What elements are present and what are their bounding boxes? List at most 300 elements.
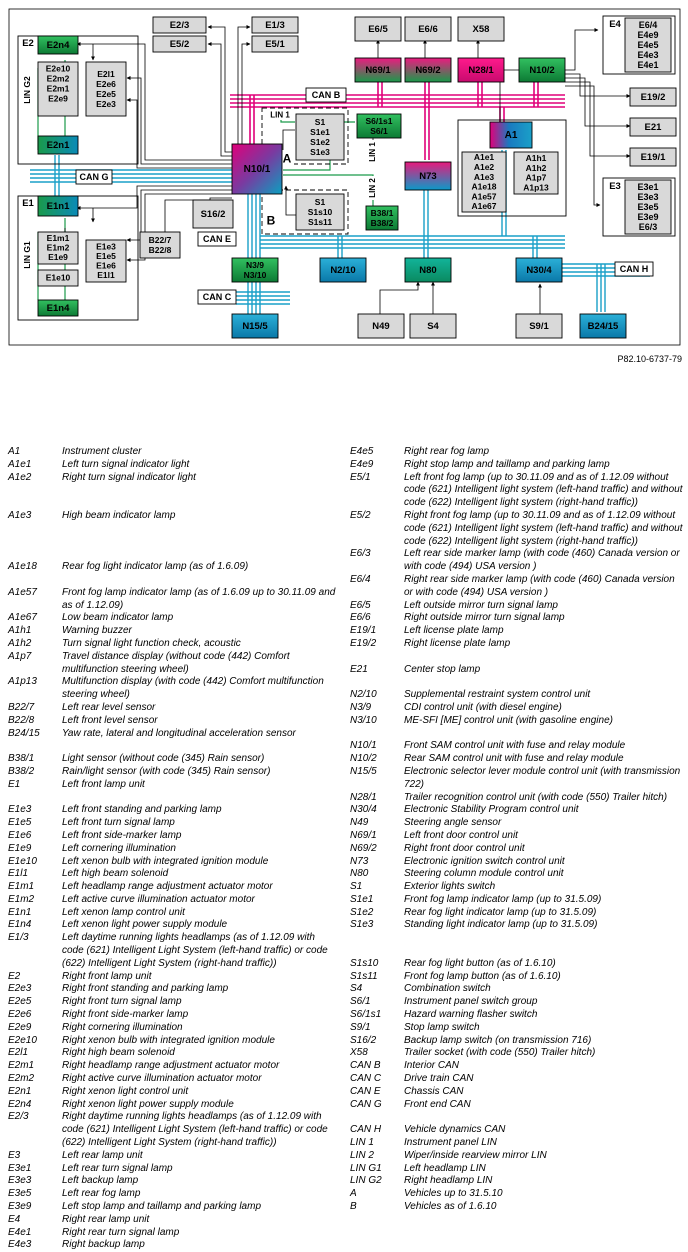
legend-code: E1m1 (8, 881, 35, 893)
legend-code (8, 574, 62, 587)
legend-row-spacer (8, 792, 338, 805)
legend-row-e6-5 (350, 600, 684, 613)
legend-row-e2e3 (8, 983, 338, 996)
box-can-c (198, 290, 236, 304)
legend-code (350, 651, 404, 664)
legend-code: N69/1 (350, 829, 377, 841)
box-a1-left (462, 152, 506, 212)
legend-code: B22/7 (8, 701, 35, 713)
legend-code (350, 1111, 404, 1124)
label-e3e5: E3e5 (637, 201, 659, 212)
legend-row-lin-g2 (350, 1175, 684, 1188)
legend-row-can-h (350, 1124, 684, 1137)
legend-row-n69-2 (350, 843, 684, 856)
label-e1l1: E1l1 (97, 269, 115, 280)
legend-row-a1h2 (8, 638, 338, 651)
legend-description: Front end CAN (404, 1098, 471, 1110)
legend-row-a1p13 (8, 676, 338, 702)
box-s1-bot (296, 194, 344, 230)
legend-row-e1-3 (8, 932, 338, 970)
label-a1e2: A1e2 (473, 162, 495, 173)
label-e5-1: E5/1 (265, 38, 285, 50)
legend-description: Right rear side marker lamp (with code (460) Canada version or with code (494) USA version ) (404, 573, 675, 598)
legend-row-s1e2 (350, 907, 684, 920)
legend-row-b38-1 (8, 753, 338, 766)
label-n69-1: N69/1 (365, 64, 391, 76)
legend-row-n49 (350, 817, 684, 830)
legend-description: Left cornering illumination (62, 842, 176, 854)
legend-code: S1e2 (350, 906, 374, 918)
legend-code: N30/4 (350, 804, 377, 816)
legend-description: Right front side-marker lamp (62, 1009, 189, 1021)
legend-code: E4e1 (8, 1226, 32, 1238)
legend-description: Steering angle sensor (404, 817, 502, 829)
legend-description: Electronic ignition switch control unit (404, 855, 565, 867)
legend-code: E2m1 (8, 1060, 35, 1072)
legend-code: N28/1 (350, 791, 377, 803)
box-n39 (232, 258, 278, 282)
legend-code: E3e1 (8, 1162, 32, 1174)
legend-description: Right front fog lamp (up to 30.11.09 and as of 1.12.09 without code (621) Intelligent light system (left-hand traffic) and without code (622) Intelligent light system (right-hand traffic)) (404, 509, 683, 547)
legend-row-e6-4 (350, 574, 684, 600)
legend-description: Rear fog light button (as of 1.6.10) (404, 957, 556, 969)
legend-row-a1e18 (8, 561, 338, 574)
legend-description: CDI control unit (with diesel engine) (404, 701, 562, 713)
legend-code: S4 (350, 983, 363, 995)
legend-row-spacer (8, 548, 338, 561)
label-e2e3: E2e3 (96, 98, 116, 109)
label-s1s10: S1s10 (307, 206, 333, 217)
label-e1e6: E1e6 (96, 260, 116, 271)
legend-row-e1e3 (8, 804, 338, 817)
legend-code: E6/3 (350, 548, 371, 560)
legend-row-s6-1 (350, 996, 684, 1009)
legend-row-s4 (350, 983, 684, 996)
label-s16-2: S16/2 (200, 208, 226, 220)
legend-row-s1s10 (350, 958, 684, 971)
legend-row-spacer (8, 740, 338, 753)
legend-code: N49 (350, 817, 369, 829)
legend-code: E2n1 (8, 1085, 32, 1097)
legend-code: N10/1 (350, 740, 377, 752)
legend-row-n73 (350, 856, 684, 869)
legend-row-s1 (350, 881, 684, 894)
legend-description: Warning buzzer (62, 625, 132, 637)
legend-code: E1n4 (8, 919, 32, 931)
legend-description: Left outside mirror turn signal lamp (404, 599, 558, 611)
legend-row-e1e10 (8, 856, 338, 869)
legend-description (62, 484, 338, 497)
label-b22-8: B22/8 (148, 244, 172, 255)
legend-description: Front fog lamp indicator lamp (up to 31.5.09) (404, 893, 602, 905)
legend-description: Turn signal light function check, acoustic (62, 637, 241, 649)
legend-row-spacer (8, 574, 338, 587)
legend-code: E4 (8, 1213, 21, 1225)
label-e2m2: E2m2 (46, 73, 70, 84)
legend-row-b38-2 (8, 766, 338, 779)
legend-code: E2e3 (8, 983, 32, 995)
label-e1: E1 (22, 197, 34, 209)
legend-row-b (350, 1201, 684, 1214)
legend-code: E2l1 (8, 1047, 29, 1059)
box-e52 (153, 36, 206, 52)
legend-code: CAN C (350, 1073, 382, 1085)
label-n30-4: N30/4 (526, 264, 552, 276)
label-e1-3: E1/3 (265, 19, 285, 31)
label-a1p13: A1p13 (523, 182, 549, 193)
legend-code: S1s10 (350, 957, 379, 969)
legend-description: Right cornering illumination (62, 1021, 183, 1033)
legend-row-can-c (350, 1073, 684, 1086)
legend-description (404, 1111, 684, 1124)
label-lin-1: LIN 1 (367, 142, 377, 162)
legend-description: Supplemental restraint system control unit (404, 689, 591, 701)
legend-code: E4e5 (350, 446, 374, 457)
legend-description (62, 574, 338, 587)
label-s1s11: S1s11 (307, 216, 333, 227)
legend-code (8, 536, 62, 549)
box-s1-top (296, 114, 344, 160)
legend-code: S9/1 (350, 1021, 371, 1033)
box-s4 (410, 314, 456, 338)
legend-row-lin-g1 (350, 1163, 684, 1176)
legend-description: Drive train CAN (404, 1073, 474, 1085)
label-n69-2: N69/2 (415, 64, 441, 76)
legend-description: Left high beam solenoid (62, 868, 169, 880)
legend-row-e2m1 (8, 1060, 338, 1073)
label-can-c: CAN C (202, 291, 232, 302)
legend-description: Combination switch (404, 983, 491, 995)
legend-row-spacer (350, 728, 684, 741)
legend-description: Left front standing and parking lamp (62, 804, 222, 816)
legend-row-e1 (8, 779, 338, 792)
box-e192 (630, 88, 676, 106)
legend-row-spacer (350, 932, 684, 945)
legend-row-spacer (8, 497, 338, 510)
label-e3e9: E3e9 (637, 211, 659, 222)
legend-code: N2/10 (350, 689, 377, 701)
legend-code: S16/2 (350, 1034, 377, 1046)
legend-description: Right headlamp range adjustment actuator motor (62, 1060, 280, 1072)
legend-code (350, 728, 404, 741)
legend-row-e3e1 (8, 1163, 338, 1176)
legend-description (62, 548, 338, 561)
legend-description: Low beam indicator lamp (62, 612, 174, 624)
legend-description: Left xenon bulb with integrated ignition module (62, 855, 269, 867)
legend-right-column (350, 446, 684, 1214)
legend-description: Right front door control unit (404, 842, 525, 854)
box-a1-right (514, 152, 558, 194)
legend-code: N3/9 (350, 701, 372, 713)
legend-description (62, 740, 338, 753)
legend-code: E1e9 (8, 842, 32, 854)
label-e3: E3 (609, 180, 621, 192)
box-e2-left (38, 62, 78, 116)
legend-row-e6-3 (350, 548, 684, 574)
legend-description: Hazard warning flasher switch (404, 1009, 538, 1021)
label-e1e10: E1e10 (45, 272, 71, 283)
legend-code: E1e10 (8, 855, 37, 867)
box-e21 (630, 118, 676, 136)
legend-code (8, 484, 62, 497)
label-e1n1: E1n1 (46, 200, 70, 212)
legend-description: Instrument cluster (62, 446, 142, 457)
legend-code: A1e57 (8, 586, 37, 598)
legend-description: Right xenon light power supply module (62, 1098, 234, 1110)
legend-code: E4e9 (350, 458, 374, 470)
legend-description: Rain/light sensor (with code (345) Rain sensor) (62, 765, 271, 777)
label-n80: N80 (419, 264, 437, 276)
legend-code: CAN E (350, 1085, 381, 1097)
legend-description: Left headlamp LIN (404, 1162, 486, 1174)
label-n73: N73 (419, 170, 437, 182)
legend-code: N3/10 (350, 714, 377, 726)
legend-row-e3e3 (8, 1175, 338, 1188)
legend-row-e2l1 (8, 1047, 338, 1060)
legend-row-s9-1 (350, 1022, 684, 1035)
legend-row-e3 (8, 1150, 338, 1163)
label-e3e3: E3e3 (637, 191, 659, 202)
legend-row-a1p7 (8, 651, 338, 677)
legend-row-n3-10 (350, 715, 684, 728)
box-e66 (405, 17, 451, 41)
legend-row-s1e3 (350, 919, 684, 932)
label-s1: S1 (314, 116, 326, 127)
label-a1e3: A1e3 (473, 171, 495, 182)
legend-row-n2-10 (350, 689, 684, 702)
box-lin-g2 (19, 70, 35, 110)
legend-row-n30-4 (350, 804, 684, 817)
legend-code: E1 (8, 778, 21, 790)
legend-code: E5/1 (350, 471, 371, 483)
legend-code: S1e3 (350, 919, 374, 931)
legend-row-spacer (350, 676, 684, 689)
legend-code: N15/5 (350, 765, 377, 777)
legend-code (8, 523, 62, 536)
label-e6-3: E6/3 (638, 221, 658, 232)
legend-code: E2/3 (8, 1111, 29, 1123)
diagram-reference: P82.10-6737-79 (617, 354, 682, 364)
legend-row-n80 (350, 868, 684, 881)
legend-row-e4e1 (8, 1227, 338, 1240)
label-e4e3: E4e3 (637, 49, 659, 60)
legend-row-e19-1 (350, 625, 684, 638)
label-e19-1: E19/1 (640, 151, 666, 163)
legend-row-e4e5 (350, 446, 684, 459)
legend-description: Light sensor (without code (345) Rain sensor) (62, 753, 265, 765)
legend-code (350, 676, 404, 689)
label-can-h: CAN H (619, 263, 649, 274)
box-n210 (320, 258, 366, 282)
box-e23 (153, 17, 206, 33)
legend-code: E1e3 (8, 804, 32, 816)
box-e51 (252, 36, 298, 52)
legend-description: Exterior lights switch (404, 881, 496, 893)
legend-row-e1e9 (8, 843, 338, 856)
box-can-g (76, 170, 112, 184)
label-e5-2: E5/2 (169, 38, 190, 50)
legend-row-e1n1 (8, 907, 338, 920)
legend-code: E6/5 (350, 599, 371, 611)
legend-row-a1e2 (8, 472, 338, 485)
legend-row-can-e (350, 1086, 684, 1099)
legend-row-b22-7 (8, 702, 338, 715)
legend-description: Left backup lamp (62, 1175, 139, 1187)
box-e1-right (86, 240, 126, 282)
legend-description (404, 945, 684, 958)
legend-row-e4e9 (350, 459, 684, 472)
legend-description: Trailer socket (with code (550) Trailer hitch) (404, 1047, 596, 1059)
box-s61s1 (357, 114, 401, 138)
label-b38-2: B38/2 (370, 217, 394, 228)
legend-row-a1h1 (8, 625, 338, 638)
box-e1-left (38, 232, 78, 264)
label-a1e57: A1e57 (471, 191, 497, 202)
legend-description: Right stop lamp and taillamp and parking lamp (404, 458, 610, 470)
legend-row-e4 (8, 1214, 338, 1227)
label-s9-1: S9/1 (529, 320, 549, 332)
legend-description: Right front turn signal lamp (62, 996, 182, 1008)
legend-row-x58 (350, 1047, 684, 1060)
legend-code: N10/2 (350, 753, 377, 765)
legend-code: E1e6 (8, 829, 32, 841)
label-can-e: CAN E (202, 233, 232, 244)
legend-description: Right daytime running lights headlamps (as of 1.12.09 with code (621) Intelligent Light System (left-hand traffic) or code (622) Intelligent Light System (right-hand traffic)) (62, 1111, 328, 1149)
legend-description: Right headlamp LIN (404, 1175, 493, 1187)
box-b2415 (580, 314, 626, 338)
legend-row-a (350, 1188, 684, 1201)
legend-code: E2e6 (8, 1009, 32, 1021)
legend-code: S1e1 (350, 893, 374, 905)
label-n10-1: N10/1 (243, 164, 271, 176)
legend-description (404, 932, 684, 945)
label-e1e3: E1e3 (96, 241, 116, 252)
legend-description: Left front side-marker lamp (62, 829, 182, 841)
legend-row-e21 (350, 664, 684, 677)
legend-row-e1e6 (8, 830, 338, 843)
label-a: A (282, 151, 292, 166)
legend-code: N80 (350, 868, 369, 880)
legend-row-e1l1 (8, 868, 338, 881)
legend-description: Travel distance display (without code (442) Comfort multifunction steering wheel) (62, 650, 290, 675)
label-b22-7: B22/7 (148, 234, 172, 245)
legend-row-a1e1 (8, 459, 338, 472)
legend-code: B (350, 1201, 357, 1213)
box-n101 (232, 144, 282, 194)
legend-code: B24/15 (8, 727, 40, 739)
legend-code: A1p13 (8, 676, 37, 688)
label-s6-1: S6/1 (370, 125, 388, 136)
label-e21: E21 (644, 121, 662, 133)
label-a1e18: A1e18 (471, 181, 497, 192)
box-n49 (358, 314, 404, 338)
legend-description (62, 792, 338, 805)
legend-description: Right turn signal indicator light (62, 471, 196, 483)
legend-row-e1m2 (8, 894, 338, 907)
legend-code: A1h1 (8, 625, 32, 637)
box-n80 (405, 258, 451, 282)
legend-row-e2e9 (8, 1022, 338, 1035)
label-s1e1: S1e1 (310, 126, 330, 137)
legend-row-can-b (350, 1060, 684, 1073)
legend-description (404, 651, 684, 664)
label-lin-1: LIN 1 (270, 110, 290, 120)
label-e1e5: E1e5 (96, 250, 116, 261)
box-e2-title (19, 37, 37, 49)
legend-description: Backup lamp switch (on transmission 716) (404, 1034, 592, 1046)
legend-code: LIN 1 (350, 1137, 374, 1149)
legend-description: Multifunction display (with code (442) Comfort multifunction steering wheel) (62, 676, 324, 701)
legend-row-a1 (8, 446, 338, 459)
legend-row-a1e3 (8, 510, 338, 523)
box-lin1-side (366, 140, 378, 164)
legend-row-e2e5 (8, 996, 338, 1009)
box-n281 (458, 58, 504, 82)
label-s1: S1 (314, 196, 326, 207)
legend-code: B38/1 (8, 753, 35, 765)
legend-code: LIN G2 (350, 1175, 382, 1187)
legend-code: B22/8 (8, 714, 35, 726)
legend-code: CAN B (350, 1060, 381, 1072)
label-s1e3: S1e3 (310, 146, 330, 157)
legend-row-s16-2 (350, 1035, 684, 1048)
label-e6-6: E6/6 (418, 23, 438, 35)
legend-description: Left xenon lamp control unit (62, 906, 185, 918)
legend-row-b24-15 (8, 728, 338, 741)
label-e1m2: E1m2 (46, 242, 70, 253)
legend-code: E2n4 (8, 1098, 32, 1110)
legend-code: A (350, 1188, 357, 1200)
legend-row-a1e67 (8, 612, 338, 625)
legend-description: Right xenon light control unit (62, 1085, 189, 1097)
box-can-h (615, 262, 653, 276)
box-e1e10 (38, 270, 78, 286)
label-e2n1: E2n1 (46, 139, 70, 151)
legend-row-n28-1 (350, 792, 684, 805)
label-can-g: CAN G (79, 171, 109, 182)
legend-row-e6-6 (350, 612, 684, 625)
legend-code: E1/3 (8, 932, 29, 944)
legend-description: Left headlamp range adjustment actuator motor (62, 881, 273, 893)
label-n2-10: N2/10 (330, 264, 356, 276)
legend-code: E1m2 (8, 893, 35, 905)
legend-code (350, 932, 404, 945)
legend-description: Left front door control unit (404, 829, 518, 841)
label-lin-g1: LIN G1 (21, 241, 32, 269)
label-lin-2: LIN 2 (367, 178, 377, 198)
box-x58 (458, 17, 504, 41)
box-e1n4 (38, 300, 78, 316)
label-s4: S4 (427, 320, 439, 332)
legend-row-spacer (350, 1111, 684, 1124)
legend-description: Vehicle dynamics CAN (404, 1124, 506, 1136)
legend-code: S6/1 (350, 996, 371, 1008)
label-e3e1: E3e1 (637, 181, 659, 192)
label-b24-15: B24/15 (587, 320, 619, 332)
label-e19-2: E19/2 (640, 91, 666, 103)
legend-code: A1e67 (8, 612, 37, 624)
legend-row-spacer (350, 651, 684, 664)
box-e4-items (625, 18, 671, 72)
box-n102 (519, 58, 565, 82)
legend-description: Front SAM control unit with fuse and relay module (404, 740, 626, 752)
box-label-b (264, 214, 278, 228)
legend-description: Left front level sensor (62, 714, 158, 726)
box-e2-right (86, 62, 126, 116)
legend-row-n69-1 (350, 830, 684, 843)
box-b38 (366, 206, 398, 230)
label-a1h1: A1h1 (525, 153, 547, 164)
